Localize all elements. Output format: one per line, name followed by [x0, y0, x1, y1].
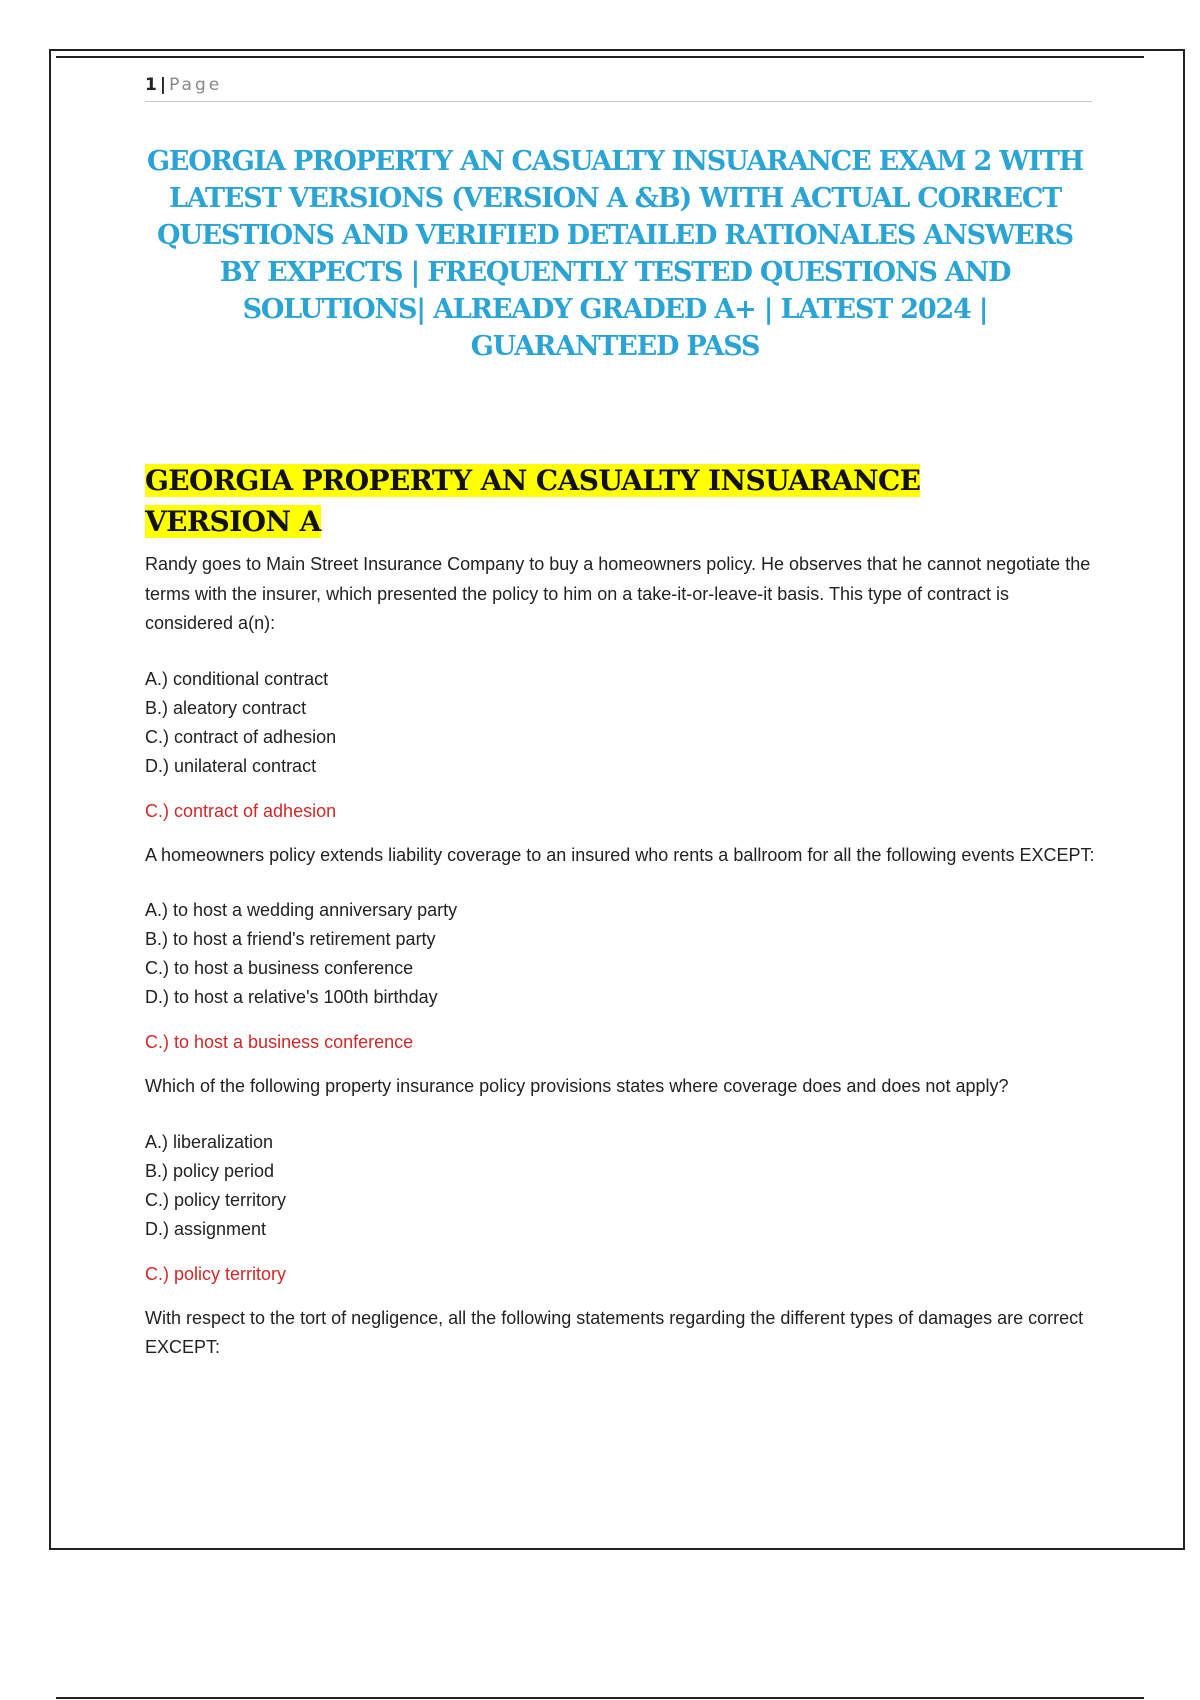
option-d: D.) to host a relative's 100th birthday	[145, 987, 438, 1007]
page-word: Page	[169, 75, 223, 95]
bottom-rule	[56, 1697, 1144, 1699]
option-c: C.) to host a business conference	[145, 958, 414, 978]
page-header	[145, 72, 1092, 102]
question-block-3	[145, 1072, 1095, 1289]
option-c: C.) contract of adhesion	[145, 726, 337, 747]
answer-text: C.) policy territory	[145, 1263, 287, 1284]
question-block-4	[145, 1304, 1095, 1363]
option-a: A.) liberalization	[145, 1131, 274, 1152]
option-b: B.) to host a friend's retirement party	[145, 929, 436, 949]
top-rule	[56, 56, 1144, 58]
document-title: GEORGIA PROPERTY AN CASUALTY INSUARANCE EXAM 2 WITH LATEST VERSIONS (VERSION A &B) WITH ACTUAL CORRECT QUESTIONS AND VERIFIED DETAILED RATIONALES ANSWERS BY EXPECTS | FREQUENTLY TESTED QUESTIONS AND SOLUTIONS| ALREADY GRADED A+ | LATEST 2024 | GUARANTEED PASS	[146, 146, 1084, 362]
question-text: Which of the following property insurance policy provisions states where coverage does and does not apply?	[145, 1076, 1009, 1096]
answer-text: C.) to host a business conference	[145, 1032, 414, 1052]
option-b: B.) aleatory contract	[145, 697, 307, 718]
option-d: D.) unilateral contract	[145, 755, 317, 776]
question-block-1	[145, 550, 1095, 826]
page-number: 1	[145, 75, 157, 95]
section-heading-line-1: GEORGIA PROPERTY AN CASUALTY INSUARANCE	[145, 464, 921, 497]
question-text: A homeowners policy extends liability coverage to an insured who rents a ballroom for all the following events EXCEPT:	[145, 844, 1095, 865]
option-c: C.) policy territory	[145, 1189, 287, 1210]
question-list	[145, 550, 1095, 1389]
option-list	[145, 665, 1095, 781]
option-d: D.) assignment	[145, 1218, 267, 1239]
section-heading	[145, 460, 1045, 542]
question-block-2	[145, 841, 1095, 1058]
option-a: A.) to host a wedding anniversary party	[145, 900, 458, 920]
question-text: Randy goes to Main Street Insurance Company to buy a homeowners policy. He observes that he cannot negotiate the terms with the insurer, which presented the policy to him on a take-it-or-leave-it basis. This type of contract is considered a(n):	[145, 554, 1091, 633]
question-text: With respect to the tort of negligence, all the following statements regarding the different types of damages are correct EXCEPT:	[145, 1307, 1084, 1357]
option-a: A.) conditional contract	[145, 668, 329, 689]
option-list	[145, 896, 1095, 1012]
option-list	[145, 1128, 1095, 1244]
page-separator: |	[159, 75, 167, 95]
answer-text: C.) contract of adhesion	[145, 800, 337, 821]
option-b: B.) policy period	[145, 1160, 275, 1181]
section-heading-line-2: VERSION A	[145, 505, 321, 538]
